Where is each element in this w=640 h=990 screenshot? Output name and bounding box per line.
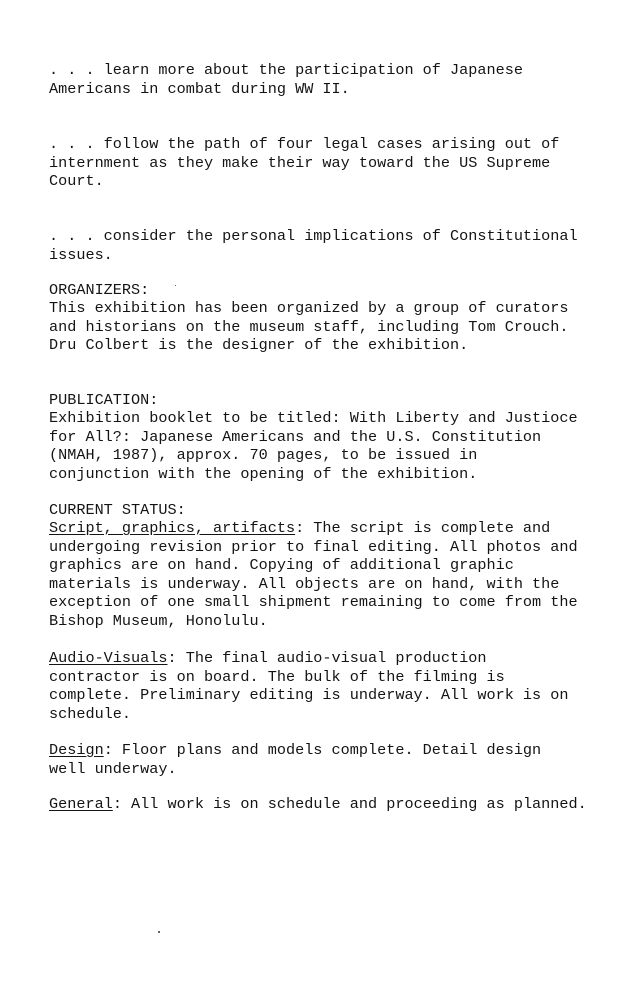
status-av-label: Audio-Visuals: [49, 649, 168, 667]
status-design-label: Design: [49, 741, 104, 759]
status-script-paragraph: [49, 519, 619, 630]
organizers-heading: ORGANIZERS:: [49, 281, 150, 299]
intro-item-legal-cases: . . . follow the path of four legal cases arising out of internment as they make their way toward the US Supreme Court.: [49, 135, 560, 190]
status-script-text: : The script is complete and undergoing revision prior to final editing. All photos and graphics are on hand. Copying of additional graphic materials is underway. All objects are on hand, with the exception of one small shipment remaining to come from the Bishop Museum, Honolulu.: [49, 519, 578, 630]
status-script-label: Script, graphics, artifacts: [49, 519, 296, 537]
intro-item-constitutional: . . . consider the personal implications of Constitutional issues.: [49, 227, 578, 264]
status-av-text: : The final audio-visual production contractor is on board. The bulk of the filming is complete. Preliminary editing is underway. All work is on schedule.: [49, 649, 569, 723]
current-status-heading: CURRENT STATUS:: [49, 501, 186, 519]
status-general-label: General: [49, 795, 113, 813]
publication-body: Exhibition booklet to be titled: With Liberty and Justioce for All?: Japanese Americans and the U.S. Constitution (NMAH, 1987), approx. 70 pages, to be issued in conjunction with the opening of the exhibition.: [49, 409, 578, 483]
status-design-paragraph: [49, 741, 619, 778]
status-design-text: : Floor plans and models complete. Detail design well underway.: [49, 741, 542, 778]
scan-speck: [175, 285, 176, 286]
status-general-paragraph: [49, 795, 619, 814]
status-av-paragraph: [49, 649, 619, 723]
publication-heading: PUBLICATION:: [49, 391, 159, 409]
status-general-text: : All work is on schedule and proceeding as planned.: [112, 795, 587, 813]
organizers-body: This exhibition has been organized by a group of curators and historians on the museum staff, including Tom Crouch. Dru Colbert is the designer of the exhibition.: [49, 299, 569, 354]
intro-item-combat: . . . learn more about the participation of Japanese Americans in combat during WW II.: [49, 61, 523, 98]
scan-speck: [158, 931, 160, 933]
